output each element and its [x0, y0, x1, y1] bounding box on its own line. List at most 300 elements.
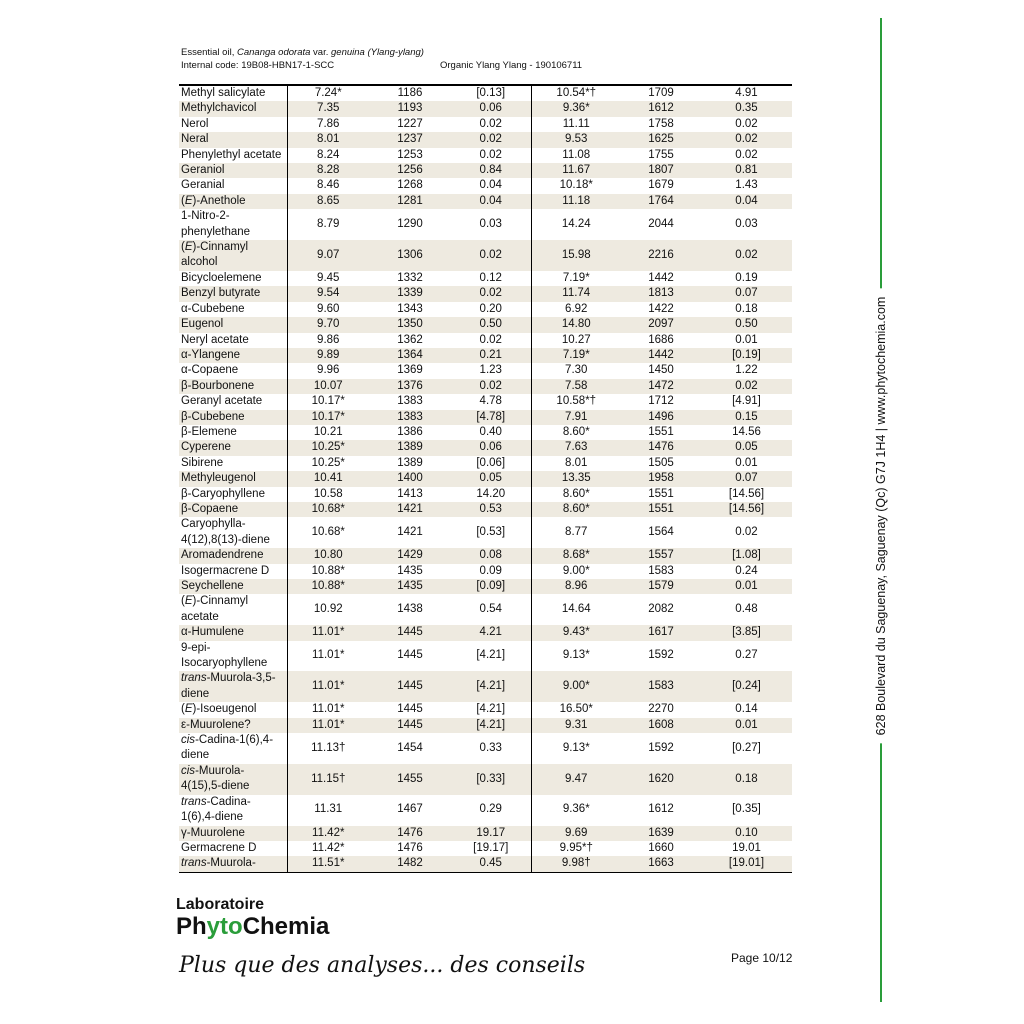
compound-name: [179, 548, 287, 563]
rt-column-1: 11.15†: [287, 764, 369, 795]
rt-column-1: 9.70: [287, 317, 369, 332]
percent-column-1: 0.02: [451, 132, 531, 147]
percent-column-2: [1.08]: [701, 548, 792, 563]
rt-column-1: 8.01: [287, 132, 369, 147]
phytochemia-logo: [176, 896, 329, 940]
ri-column-2: 1551: [648, 425, 674, 438]
rt-column-1: 8.24: [287, 148, 369, 163]
compound-name-base: -Muurola-: [206, 857, 256, 870]
product-prefix: Essential oil,: [181, 47, 237, 58]
ri-column-2: 2044: [648, 217, 674, 230]
table-row: [179, 163, 792, 178]
percent-column-2: 0.14: [735, 703, 758, 716]
ri-column-1: 1193: [369, 101, 451, 116]
rt-column-1: 9.07: [287, 240, 369, 271]
compound-name-stereo: trans: [181, 857, 207, 870]
ri-column-2: 1660: [648, 841, 674, 854]
ri-column-1: 1386: [397, 425, 423, 438]
product-var: var.: [310, 47, 331, 58]
ri-column-1: 1256: [369, 163, 451, 178]
table-row: [179, 548, 792, 563]
table-row: [179, 826, 792, 841]
ri-column-2: 1620: [621, 764, 701, 795]
compound-name-base: β-Caryophyllene: [181, 487, 265, 500]
table-row: [179, 194, 792, 209]
compound-table: [179, 86, 792, 873]
compound-name-base: 9-epi-Isocaryophyllene: [181, 641, 268, 670]
percent-column-1: 0.33: [479, 741, 502, 754]
percent-column-1: [4.78]: [451, 410, 531, 425]
table-row: [179, 271, 792, 286]
rt-column-1: 10.17*: [287, 394, 369, 409]
rt-column-2: 9.43*: [531, 625, 621, 640]
compound-name-base: Neryl acetate: [181, 333, 249, 346]
compound-name: [179, 86, 287, 101]
table-row: [179, 117, 792, 132]
rt-column-1: 11.42*: [287, 826, 369, 841]
percent-column-2: [19.01]: [701, 856, 792, 872]
rt-column-2: 10.18*: [531, 178, 621, 193]
percent-column-1: 0.09: [479, 564, 502, 577]
compound-name: [179, 286, 287, 301]
compound-name: [179, 671, 287, 702]
rt-column-2: 14.24: [531, 209, 621, 240]
internal-code: Internal code: 19B08-HBN17-1-SCC: [181, 60, 335, 71]
rt-column-2: 14.80: [531, 317, 621, 332]
ri-column-2: 1712: [648, 395, 674, 408]
ri-column-2: 2097: [621, 317, 701, 332]
percent-column-2: 0.18: [735, 302, 758, 315]
compound-name-base: Germacrene D: [181, 841, 257, 854]
rt-column-1: 11.01*: [287, 702, 369, 717]
percent-column-1: [0.53]: [476, 526, 506, 539]
compound-name-prefix: (: [181, 595, 185, 608]
rt-column-2: 16.50*: [531, 702, 621, 717]
percent-column-2: [3.85]: [701, 625, 792, 640]
compound-name-base: Seychellene: [181, 580, 244, 592]
ri-column-1: 1186: [397, 87, 423, 99]
ri-column-1: 1476: [369, 826, 451, 841]
rt-column-1: 9.86: [287, 333, 369, 348]
ri-column-1: 1389: [397, 456, 423, 469]
percent-column-1: [19.17]: [473, 841, 509, 854]
percent-column-1: [0.06]: [476, 456, 506, 469]
rt-column-1: 8.46: [287, 178, 369, 193]
ri-column-1: 1476: [397, 841, 423, 854]
compound-name: [179, 579, 287, 594]
ri-column-1: 1445: [369, 671, 451, 702]
table-row: [179, 718, 792, 733]
percent-column-2: 0.27: [735, 649, 758, 662]
rt-column-1: 10.25*: [287, 440, 369, 455]
compound-name-base: γ-Muurolene: [181, 826, 245, 839]
compound-name: [179, 702, 287, 717]
table-row: [179, 240, 792, 271]
percent-column-1: 4.78: [479, 395, 502, 408]
ri-column-1: 1383: [369, 410, 451, 425]
rt-column-2: 9.00*: [531, 564, 621, 579]
ri-column-1: 1482: [369, 856, 451, 872]
ri-column-2: 1686: [648, 333, 674, 346]
ri-column-2: 1592: [648, 649, 674, 662]
rt-column-2: 7.19*: [531, 271, 621, 286]
table-row: [179, 841, 792, 856]
percent-column-2: 0.01: [735, 456, 758, 469]
compound-name-base: )-Cinnamyl alcohol: [181, 241, 249, 269]
table-row: [179, 733, 792, 764]
ri-column-1: 1454: [397, 741, 423, 754]
compound-name-base: Phenylethyl acetate: [181, 148, 282, 161]
table-row: [179, 517, 792, 548]
ri-column-2: 1557: [621, 548, 701, 563]
ri-column-2: 1663: [621, 856, 701, 872]
rt-column-1: 9.45: [287, 271, 369, 286]
compound-name: [179, 194, 287, 209]
ri-column-1: 1237: [369, 132, 451, 147]
slogan: Plus que des analyses... des conseils: [179, 953, 586, 978]
logo-part-ph: Ph: [176, 913, 207, 940]
rt-column-1: 7.24*: [287, 86, 369, 101]
compound-name-base: Eugenol: [181, 318, 224, 331]
rt-column-2: 8.60*: [531, 502, 621, 517]
percent-column-1: 4.21: [451, 625, 531, 640]
percent-column-1: 0.54: [479, 603, 502, 616]
percent-column-1: 0.53: [451, 502, 531, 517]
percent-column-2: 0.02: [735, 526, 758, 539]
percent-column-1: 0.45: [451, 856, 531, 872]
table-row: [179, 579, 792, 594]
compound-name: [179, 625, 287, 640]
rt-column-1: 9.96: [287, 363, 369, 378]
logo-part-chemia: Chemia: [242, 913, 330, 940]
rt-column-2: 14.64: [531, 594, 621, 625]
rt-column-2: 9.00*: [531, 671, 621, 702]
percent-column-1: [4.21]: [476, 703, 506, 716]
percent-column-1: [4.21]: [476, 649, 506, 662]
ri-column-2: 2216: [621, 240, 701, 271]
table-row: [179, 425, 792, 440]
page-number: Page 10/12: [731, 951, 793, 965]
ri-column-2: 1679: [648, 179, 674, 192]
logo-part-y: y: [206, 913, 221, 940]
rt-column-1: 10.58: [287, 487, 369, 502]
compound-name-base: Neral: [181, 133, 209, 146]
percent-column-1: 0.04: [479, 179, 502, 192]
table-row: [179, 333, 792, 348]
sample-name: Organic Ylang Ylang - 190106711: [440, 60, 583, 71]
percent-column-1: 0.40: [479, 425, 502, 438]
rt-column-2: 7.30: [531, 363, 621, 378]
compound-name: [179, 456, 287, 471]
compound-name: [179, 718, 287, 733]
table-row: [179, 625, 792, 640]
logo-phytochemia: [176, 914, 329, 940]
percent-column-2: 0.07: [701, 471, 792, 486]
compound-name-base: -Cadina-1(6),4-diene: [181, 795, 251, 824]
percent-column-1: 0.20: [479, 302, 502, 315]
table-row: [179, 502, 792, 517]
table-row: [179, 132, 792, 147]
compound-name: [179, 240, 287, 271]
ri-column-1: 1339: [369, 286, 451, 301]
ri-column-1: 1227: [397, 117, 423, 130]
product-variety: genuina (Ylang-ylang): [331, 47, 424, 58]
rt-column-2: 9.36*: [531, 101, 621, 116]
table-row: [179, 487, 792, 502]
compound-name-stereo: cis: [181, 764, 196, 777]
ri-column-2: 1583: [648, 564, 674, 577]
ri-column-1: 1369: [397, 364, 423, 377]
rt-column-1: 11.13†: [287, 733, 369, 764]
rt-column-2: 7.19*: [531, 348, 621, 363]
percent-column-2: 0.02: [701, 379, 792, 394]
compound-name-base: Geranial: [181, 179, 225, 192]
table-row: [179, 394, 792, 409]
rt-column-2: 9.47: [531, 764, 621, 795]
compound-name: [179, 209, 287, 240]
percent-column-2: 0.15: [701, 410, 792, 425]
compound-name-base: -Cadina-1(6),4-diene: [181, 734, 274, 762]
percent-column-2: 4.91: [735, 87, 758, 99]
table-row: [179, 594, 792, 625]
table-row: [179, 302, 792, 317]
table-row: [179, 440, 792, 455]
ri-column-2: 1505: [648, 456, 674, 469]
ri-column-1: 1400: [369, 471, 451, 486]
compound-name-stereo: cis: [181, 734, 196, 747]
compound-name-prefix: (: [181, 703, 185, 716]
rt-column-2: 10.54*†: [531, 86, 621, 101]
table-row: [179, 363, 792, 378]
compound-name-base: α-Ylangene: [181, 348, 241, 361]
rt-column-2: 9.36*: [531, 795, 621, 826]
percent-column-2: 0.02: [735, 148, 758, 161]
table-row: [179, 764, 792, 795]
rt-column-2: 11.18: [531, 194, 621, 209]
compound-name-base: Aromadendrene: [181, 549, 264, 562]
ri-column-2: 1813: [621, 286, 701, 301]
rt-column-1: 8.28: [287, 163, 369, 178]
compound-name-base: Isogermacrene D: [181, 564, 270, 577]
ri-column-1: 1281: [369, 194, 451, 209]
percent-column-1: [4.21]: [451, 718, 531, 733]
rt-column-1: 10.92: [287, 594, 369, 625]
compound-name-base: )-Cinnamyl acetate: [181, 595, 249, 623]
compound-name-base: Nerol: [181, 117, 209, 130]
rt-column-1: 10.07: [287, 379, 369, 394]
percent-column-2: 0.01: [735, 333, 758, 346]
compound-name: [179, 302, 287, 317]
compound-name-stereo: E: [184, 241, 193, 254]
percent-column-1: 0.04: [451, 194, 531, 209]
percent-column-1: 0.21: [451, 348, 531, 363]
percent-column-1: 0.12: [479, 271, 502, 284]
ri-column-1: 1332: [397, 271, 423, 284]
compound-name: [179, 148, 287, 163]
ri-column-2: 1755: [648, 148, 674, 161]
percent-column-2: 0.02: [735, 117, 758, 130]
percent-column-2: 1.43: [735, 179, 758, 192]
ri-column-1: 1421: [369, 502, 451, 517]
ri-column-2: 1551: [621, 502, 701, 517]
rt-column-2: 7.58: [531, 379, 621, 394]
rt-column-2: 8.68*: [531, 548, 621, 563]
percent-column-2: 0.01: [701, 718, 792, 733]
compound-name: [179, 101, 287, 116]
compound-name: [179, 594, 287, 625]
table-row: [179, 101, 792, 116]
ri-column-1: 1376: [369, 379, 451, 394]
ri-column-2: 1958: [621, 471, 701, 486]
ri-column-2: 1442: [621, 348, 701, 363]
percent-column-2: 0.04: [701, 194, 792, 209]
ri-column-1: 1445: [397, 649, 423, 662]
rt-column-2: 9.69: [531, 826, 621, 841]
compound-name-base: Geraniol: [181, 164, 225, 177]
compound-name-base: β-Elemene: [181, 425, 237, 438]
rt-column-1: 10.41: [287, 471, 369, 486]
percent-column-1: 0.06: [451, 101, 531, 116]
compound-name: [179, 841, 287, 856]
percent-column-2: 0.05: [701, 440, 792, 455]
compound-name-base: Benzyl butyrate: [181, 287, 261, 300]
table-row: [179, 456, 792, 471]
address-website: 628 Boulevard du Saguenay, Saguenay (Qc) G7J 1H4 | www.phytochemia.com: [874, 289, 888, 744]
ri-column-2: 2082: [648, 603, 674, 616]
rt-column-2: 9.98†: [531, 856, 621, 872]
percent-column-2: 0.01: [701, 579, 792, 594]
ri-column-1: 1364: [369, 348, 451, 363]
table-row: [179, 317, 792, 332]
percent-column-2: 0.19: [735, 271, 758, 284]
ri-column-2: 1422: [648, 302, 674, 315]
ri-column-2: 1472: [621, 379, 701, 394]
rt-column-2: 9.31: [531, 718, 621, 733]
compound-name-base: β-Cubebene: [181, 410, 245, 423]
table-row: [179, 856, 792, 872]
compound-name: [179, 348, 287, 363]
compound-name-base: α-Copaene: [181, 364, 239, 377]
compound-name: [179, 641, 287, 672]
compound-name: [179, 117, 287, 132]
table-row: [179, 410, 792, 425]
ri-column-2: 1807: [621, 163, 701, 178]
rt-column-2: 15.98: [531, 240, 621, 271]
percent-column-1: 19.17: [451, 826, 531, 841]
percent-column-1: 0.06: [451, 440, 531, 455]
ri-column-2: 1476: [621, 440, 701, 455]
compound-name: [179, 333, 287, 348]
ri-column-2: 1442: [648, 271, 674, 284]
compound-name: [179, 178, 287, 193]
compound-name: [179, 394, 287, 409]
ri-column-2: 1564: [648, 526, 674, 539]
rt-column-1: 10.17*: [287, 410, 369, 425]
rt-column-1: 11.01*: [287, 718, 369, 733]
percent-column-2: 1.22: [735, 364, 758, 377]
compound-name-base: Methyleugenol: [181, 472, 256, 485]
rt-column-2: 13.35: [531, 471, 621, 486]
percent-column-1: [4.21]: [451, 671, 531, 702]
percent-column-2: [4.91]: [732, 395, 761, 408]
rt-column-2: 11.08: [531, 148, 621, 163]
logo-laboratoire: Laboratoire: [176, 896, 265, 913]
ri-column-1: 1421: [397, 526, 423, 539]
percent-column-2: 0.03: [735, 217, 758, 230]
percent-column-1: [0.33]: [451, 764, 531, 795]
ri-column-1: 1290: [397, 217, 423, 230]
rt-column-1: 11.42*: [287, 841, 369, 856]
ri-column-2: 1496: [621, 410, 701, 425]
percent-column-1: 1.23: [479, 364, 502, 377]
ri-column-2: 1639: [621, 826, 701, 841]
compound-name-base: Methylchavicol: [181, 102, 257, 115]
ri-column-2: 1758: [648, 117, 674, 130]
rt-column-1: 11.51*: [287, 856, 369, 872]
product-species: Cananga odorata: [236, 47, 311, 58]
ri-column-2: 1551: [648, 487, 674, 500]
compound-name: [179, 410, 287, 425]
percent-column-1: [0.13]: [476, 87, 506, 99]
table-row: [179, 379, 792, 394]
rt-column-2: 8.96: [531, 579, 621, 594]
ri-column-1: 1438: [397, 603, 423, 616]
ri-column-2: 1579: [621, 579, 701, 594]
compound-name-stereo: trans: [181, 795, 207, 808]
percent-column-1: 0.08: [451, 548, 531, 563]
rt-column-1: 9.60: [287, 302, 369, 317]
ri-column-2: 1450: [648, 364, 674, 377]
rt-column-2: 11.11: [531, 117, 621, 132]
percent-column-2: 0.48: [735, 603, 758, 616]
rt-column-1: 10.80: [287, 548, 369, 563]
table-row: [179, 286, 792, 301]
percent-column-1: 0.50: [451, 317, 531, 332]
rt-column-2: 7.91: [531, 410, 621, 425]
rt-column-1: 10.68*: [287, 502, 369, 517]
rt-column-2: 11.67: [531, 163, 621, 178]
ri-column-1: 1343: [397, 302, 423, 315]
compound-name: [179, 826, 287, 841]
rt-column-2: 6.92: [531, 302, 621, 317]
rt-column-1: 10.88*: [287, 564, 369, 579]
percent-column-1: 14.20: [476, 487, 506, 500]
product-line: [181, 46, 424, 59]
rt-column-1: 11.01*: [287, 671, 369, 702]
ri-column-2: 2270: [648, 703, 674, 716]
compound-name-base: Bicycloelemene: [181, 271, 262, 284]
percent-column-1: 0.02: [451, 240, 531, 271]
rt-column-2: 9.13*: [531, 733, 621, 764]
percent-column-2: [14.56]: [728, 487, 765, 500]
compound-name: [179, 517, 287, 548]
ri-column-1: 1268: [397, 179, 423, 192]
percent-column-2: [0.19]: [701, 348, 792, 363]
compound-name-stereo: trans: [181, 672, 207, 685]
percent-column-2: [14.56]: [701, 502, 792, 517]
ri-column-1: 1413: [397, 487, 423, 500]
compound-name-base: α-Cubebene: [181, 302, 245, 315]
percent-column-1: 0.03: [479, 217, 502, 230]
percent-column-1: 0.02: [479, 117, 502, 130]
ri-column-1: 1253: [397, 148, 423, 161]
ri-column-1: 1455: [369, 764, 451, 795]
rt-column-1: 10.25*: [287, 456, 369, 471]
rt-column-1: 10.68*: [287, 517, 369, 548]
ri-column-2: 1608: [621, 718, 701, 733]
compound-name: [179, 271, 287, 286]
compound-name: [179, 487, 287, 502]
